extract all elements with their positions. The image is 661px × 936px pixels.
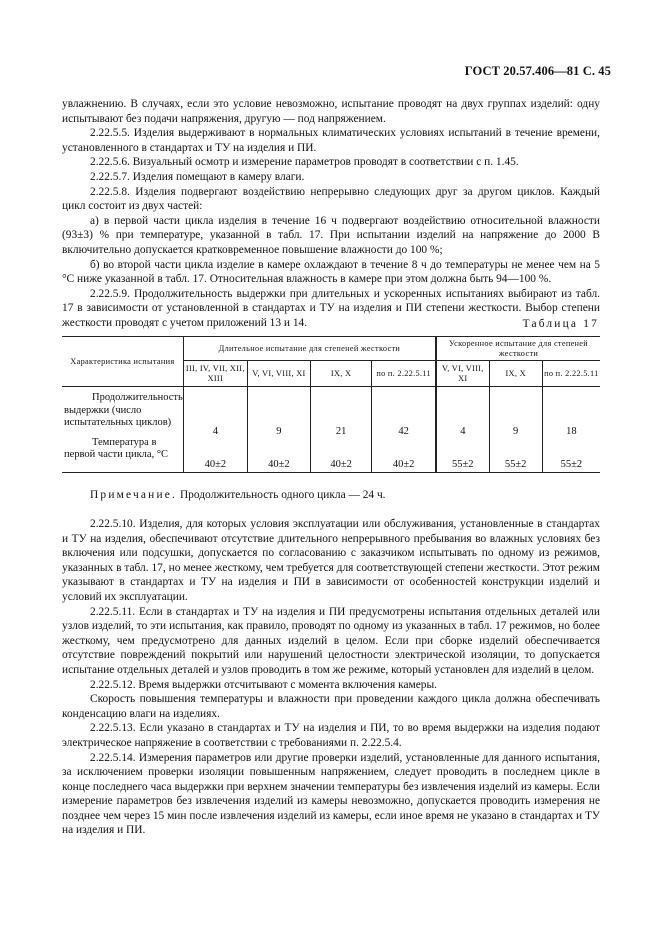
table-cell: 9	[489, 387, 542, 437]
table-17	[62, 336, 600, 473]
paragraph: 2.22.5.9. Продолжительность выдержки при длительных и ускоренных испытаниях выбирают из табл. 17 в зависимости от установленной в стандартах и ТУ на изделия и ПИ степени жесткости. Выбор степени жесткости проводят с учетом приложений 13 и 14.	[62, 287, 600, 329]
table-col-header: IX, X	[310, 361, 371, 387]
table-row-label: Температура в первой части цикла, °С	[64, 436, 169, 460]
table-col-header: по п. 2.22.5.11	[542, 361, 600, 387]
paragraph: 2.22.5.6. Визуальный осмотр и измерение параметров проводят в соответствии с п. 1.45.	[90, 156, 519, 169]
table-cell: 18	[542, 387, 600, 437]
table-cell: 55±2	[542, 437, 600, 473]
table-header-long-test: Длительное испытание для степеней жесткости	[183, 337, 436, 361]
paragraph: 2.22.5.12. Время выдержки отсчитывают с момента включения камеры.	[90, 678, 437, 691]
paragraph: Скорость повышения температуры и влажности при проведении каждого цикла должна обеспечивать конденсацию влаги на изделиях.	[62, 693, 600, 720]
table-caption: Таблица 17	[522, 318, 599, 330]
text-block-bottom	[62, 517, 600, 838]
table-cell: 21	[310, 387, 371, 437]
paragraph: 2.22.5.8. Изделия подвергают воздействию непрерывно следующих друг за другом циклов. Каждый цикл состоит из двух частей:	[62, 185, 600, 213]
table-cell: 55±2	[436, 437, 489, 473]
paragraph: 2.22.5.10. Изделия, для которых условия эксплуатации или обслуживания, установленные в стандартах и ТУ на изделия, обеспечивают отсутствие длительного непрерывного пребывания во влажных условиях без включения или подсушки, допускается по согласованию с заказчиком испытывать по одному из режимов, указанных в табл. 17, но менее жесткому, чем требуется для соответствующей степени жесткости. Этот режим указывают в стандартах и ТУ на изделия и ПИ в зависимости от особенностей конструкции изделий и условий их эксплуатации.	[62, 518, 600, 603]
text-block-top	[62, 97, 600, 331]
paragraph: увлажнению. В случаях, если это условие невозможно, испытание проводят на двух группах изделий: одну испытывают без подачи напряжения, другую — под напряжением.	[62, 98, 600, 125]
table-cell: 4	[436, 387, 489, 437]
paragraph: 2.22.5.13. Если указано в стандартах и ТУ на изделия и ПИ, то во время выдержки на изделия подают электрическое напряжение в соответствии с требованиями п. 2.22.5.4.	[62, 722, 600, 749]
table-col-header: III, IV, VII, XII, XIII	[183, 361, 247, 387]
table-col-header: по п. 2.22.5.11	[372, 361, 436, 387]
table-cell: 40±2	[247, 437, 310, 473]
note-label: Примечание.	[90, 489, 178, 501]
table-cell: 4	[183, 387, 247, 437]
table-cell: 40±2	[183, 437, 247, 473]
paragraph: 2.22.5.5. Изделия выдерживают в нормальных климатических условиях испытаний в течение времени, установленного в стандартах и ТУ на изделия и ПИ.	[62, 127, 600, 154]
page-header: ГОСТ 20.57.406—81 С. 45	[464, 64, 611, 78]
table-row-label: Продолжительность выдержки (число испытательных циклов)	[64, 392, 183, 428]
note-text: Продолжительность одного цикла — 24 ч.	[179, 489, 386, 501]
table-cell: 42	[372, 387, 436, 437]
paragraph: 2.22.5.7. Изделия помещают в камеру влаги.	[90, 170, 305, 183]
table-cell: 9	[247, 387, 310, 437]
table-cell: 55±2	[489, 437, 542, 473]
paragraph: 2.22.5.11. Если в стандартах и ТУ на изделия и ПИ предусмотрены испытания отдельных деталей или узлов изделий, то эти испытания, как правило, проводят по одному из указанных в табл. 17 режимов, но более жесткому, чем предусмотрено для данных изделий в целом. Если при сборке изделий обеспечивается отсутствие повреждений покрытий или нарушений целостности электрической изоляции, то допускается испытание отдельных деталей и узлов проводить в том же режиме, который установлен для изделий в целом.	[62, 605, 600, 676]
table-header-characteristic: Характеристика испытания	[62, 337, 183, 387]
table-cell: 40±2	[372, 437, 436, 473]
paragraph: 2.22.5.14. Измерения параметров или другие проверки изделий, установленные для данного испытания, за исключением проверки изоляции повышенным напряжением, следует проводить в последнем цикле в конце последнего часа выдержки при верхнем значении температуры без извлечения изделий из камеры. Если измерение параметров без извлечения изделий из камеры невозможно, допускается проводить измерения не позднее чем через 15 мин после извлечения изделий из камеры, если иное время не указано в стандартах и ТУ на изделия и ПИ.	[62, 751, 600, 837]
table-note	[90, 489, 386, 501]
table-col-header: IX, X	[489, 361, 542, 387]
table-col-header: V, VI, VIII, XI	[247, 361, 310, 387]
paragraph: а) в первой части цикла изделия в течение 16 ч подвергают воздействию относительной влажности (93±3) % при температуре, указанной в табл. 17. При испытании изделий на напряжение до 2000 В включительно допускается кратковременное повышение влажности до 100 %;	[62, 214, 600, 256]
paragraph: б) во второй части цикла изделие в камере охлаждают в течение 8 ч до температуры не менее чем на 5 °С ниже указанной в табл. 17. Относительная влажность в камере при этом должна быть 94—100 %.	[62, 258, 600, 286]
table-col-header: V, VI, VIII, XI	[436, 361, 489, 387]
table-header-fast-test: Ускоренное испытание для степеней жесткости	[436, 337, 600, 361]
table-cell: 40±2	[310, 437, 371, 473]
